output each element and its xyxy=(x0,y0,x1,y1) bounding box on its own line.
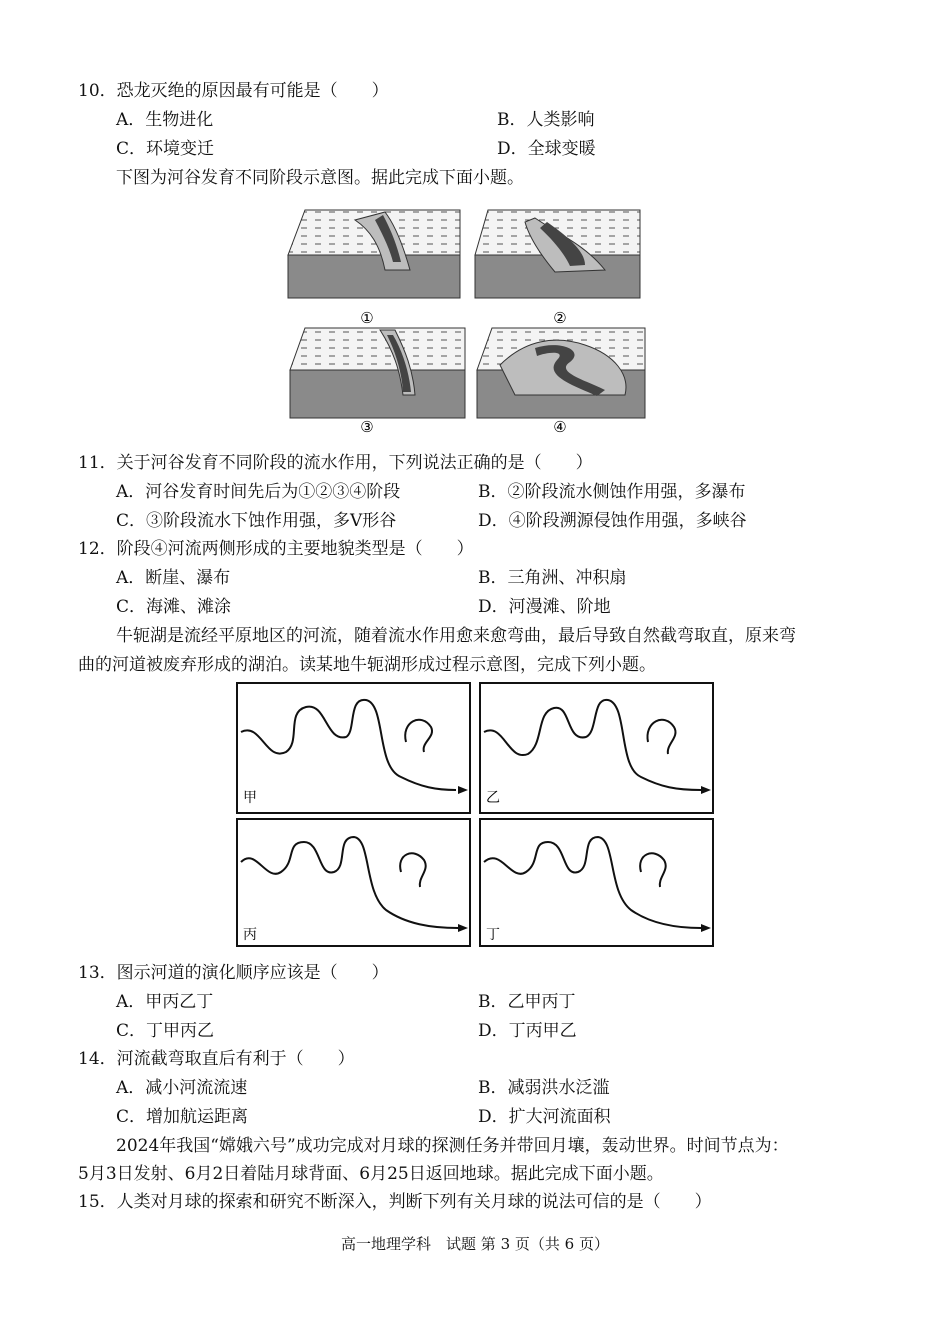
q12-option-c: C．海滩、滩涂 xyxy=(116,597,232,617)
panel-yi xyxy=(480,683,713,813)
q10-stem: 10．恐龙灭绝的原因最有可能是（ ） xyxy=(78,81,389,101)
q12-option-d: D．河漫滩、阶地 xyxy=(478,597,611,617)
panel-label-yi: 乙 xyxy=(486,790,500,806)
oxbow-intro-line-2: 曲的河道被废弃形成的湖泊。读某地牛轭湖形成过程示意图，完成下列小题。 xyxy=(78,655,656,675)
valley-label-3: ③ xyxy=(360,418,374,436)
valley-label-2: ② xyxy=(553,309,567,327)
q12-stem: 12．阶段④河流两侧形成的主要地貌类型是（ ） xyxy=(78,539,474,559)
panel-jia xyxy=(237,683,470,813)
panel-label-ding: 丁 xyxy=(486,927,500,943)
q12-option-b: B．三角洲、冲积扇 xyxy=(478,568,627,588)
valley-development-figure xyxy=(285,200,675,440)
q11-option-a: A．河谷发育时间先后为①②③④阶段 xyxy=(116,482,401,502)
valley-intro: 下图为河谷发育不同阶段示意图。据此完成下面小题。 xyxy=(116,168,524,188)
q10-option-c: C．环境变迁 xyxy=(116,139,215,159)
page-footer: 高一地理学科 试题 第 3 页（共 6 页） xyxy=(341,1235,609,1253)
valley-label-1: ① xyxy=(360,309,374,327)
q14-option-d: D．扩大河流面积 xyxy=(478,1107,611,1127)
q14-option-a: A．减小河流流速 xyxy=(116,1078,248,1098)
q11-option-d: D．④阶段溯源侵蚀作用强，多峡谷 xyxy=(478,511,747,531)
q13-option-a: A．甲丙乙丁 xyxy=(116,992,214,1012)
q13-stem: 13．图示河道的演化顺序应该是（ ） xyxy=(78,963,389,983)
moon-intro-line-2: 5月3日发射、6月2日着陆月球背面、6月25日返回地球。据此完成下面小题。 xyxy=(78,1164,664,1184)
q14-stem: 14．河流截弯取直后有利于（ ） xyxy=(78,1049,355,1069)
q13-option-d: D．丁丙甲乙 xyxy=(478,1021,577,1041)
q11-stem: 11．关于河谷发育不同阶段的流水作用，下列说法正确的是（ ） xyxy=(78,453,593,473)
valley-stage-4-block xyxy=(477,328,645,418)
valley-stage-2-block xyxy=(475,210,640,298)
oxbow-intro-line-1: 牛轭湖是流经平原地区的河流，随着流水作用愈来愈弯曲，最后导致自然截弯取直，原来弯 xyxy=(116,626,796,646)
valley-stage-1-block xyxy=(288,210,460,298)
q13-option-b: B．乙甲丙丁 xyxy=(478,992,576,1012)
q14-option-c: C．增加航运距离 xyxy=(116,1107,249,1127)
oxbow-lake-figure xyxy=(236,682,714,948)
q14-option-b: B．减弱洪水泛滥 xyxy=(478,1078,610,1098)
q12-option-a: A．断崖、瀑布 xyxy=(116,568,231,588)
panel-label-bing: 丙 xyxy=(243,927,257,943)
valley-label-4: ④ xyxy=(553,418,567,436)
panel-label-jia: 甲 xyxy=(243,790,257,806)
q10-option-d: D．全球变暖 xyxy=(497,139,596,159)
q10-option-a: A．生物进化 xyxy=(116,110,214,130)
valley-stage-3-block xyxy=(290,328,465,418)
moon-intro-line-1: 2024年我国“嫦娥六号”成功完成对月球的探测任务并带回月壤，轰动世界。时间节点为： xyxy=(116,1136,789,1156)
q15-stem: 15．人类对月球的探索和研究不断深入，判断下列有关月球的说法可信的是（ ） xyxy=(78,1192,712,1212)
q10-option-b: B．人类影响 xyxy=(497,110,595,130)
q11-option-b: B．②阶段流水侧蚀作用强，多瀑布 xyxy=(478,482,746,502)
q13-option-c: C．丁甲丙乙 xyxy=(116,1021,215,1041)
q11-option-c: C．③阶段流水下蚀作用强，多V形谷 xyxy=(116,511,397,531)
